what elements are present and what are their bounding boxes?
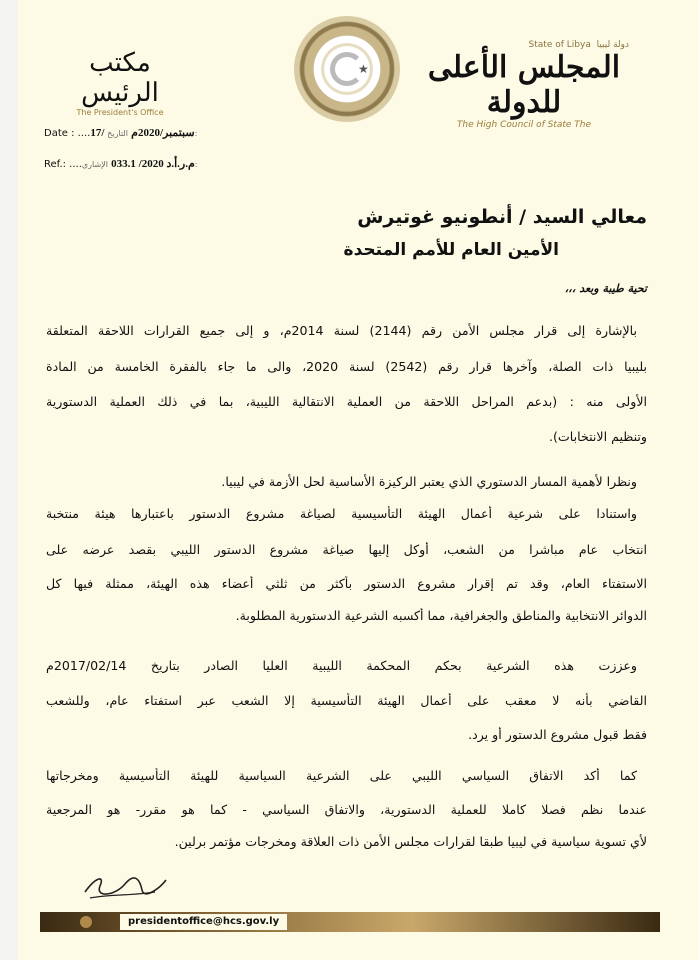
ref-line: Ref.: .... م.ر.أ.د 2020/ 033.1 الإشاري: [44, 158, 198, 170]
council-name-en: The High Council of State The [456, 120, 592, 130]
state-ar: دولة ليبيا [596, 40, 629, 50]
body-line: بالإشارة إلى قرار مجلس الأمن رقم (2144) لسنة 2014م، و إلى جميع القرارات اللاحقة المتعلقة [46, 323, 637, 338]
addressee: معالي السيد / أنطونيو غوتيرش [357, 206, 647, 228]
greeting: تحية طيبة وبعد ،،، [564, 282, 647, 295]
body-line: لأي تسوية سياسية في ليبيا طبقا لقرارات مجلس الأمن ذات العلاقة ومخرجات مؤتمر برلين. [174, 834, 647, 849]
page-edge [0, 0, 18, 960]
body-line: بليبيا ذات الصلة، وآخرها قرار رقم (2542) لسنة 2020، والى ما جاء بالفقرة الخامسة من المادة [46, 359, 647, 374]
addressee-title: الأمين العام للأمم المتحدة [343, 240, 559, 260]
ref-value: م.ر.أ.د 2020/ 033.1 [111, 158, 195, 170]
office-name-en: The President's Office [76, 108, 164, 117]
council-name-ar: المجلس الأعلى للدولة [427, 50, 621, 120]
body-line: وتنظيم الانتخابات). [549, 429, 647, 444]
body-line: وعززت هذه الشرعية بحكم المحكمة الليبية العليا الصادر بتاريخ 2017/02/14م [46, 658, 637, 673]
state-seal [294, 16, 400, 122]
council-logo [419, 40, 629, 130]
body-line: عندما نظم فصلا كاملا للعملية الدستورية، والاتفاق السياسي - كما هو مقرر- هو المرجعية [46, 802, 647, 817]
body-line: الأولى منه : (بدعم المراحل اللاحقة من العملية الانتقالية الليبية، بما في ذلك العملية الدستورية [46, 394, 647, 409]
body-line: انتخاب عام مباشرا من الشعب، أوكل إليها صياغة مشروع الدستور الليبي بقصد عرضه على [46, 542, 647, 557]
footer-email: presidentoffice@hcs.gov.ly [120, 914, 287, 930]
body-line: الاستفتاء العام، وقد تم إقرار مشروع الدستور بأكثر من ثلثي أعضاء هذه الهيئة، ممثلة فيها كل [46, 576, 647, 591]
signature [80, 870, 170, 902]
office-name-ar: مكتب الرئيس [81, 48, 159, 108]
body-line: واستنادا على شرعية أعمال الهيئة التأسيسية لصياغة مشروع الدستور باعتبارها هيئة منتخبة [46, 506, 637, 521]
body-line: ونظرا لأهمية المسار الدستوري الذي يعتبر الركيزة الأساسية لحل الأزمة في ليبيا. [221, 474, 637, 489]
body-line: الدوائر الانتخابية والمناطق والجغرافية، مما أكسبه الشرعية الدستورية المطلوبة. [235, 608, 647, 623]
footer-ornament-icon [80, 916, 92, 928]
office-logo [60, 48, 180, 117]
body-line: كما أكد الاتفاق السياسي الليبي على الشرعية السياسية للهيئة التأسيسية ومخرجاتها [46, 768, 637, 783]
date-line: Date : ....17/ سبتمبر/2020م التاريخ: [44, 127, 198, 139]
body-line: القاضي بأنه لا معقب على أعمال الهيئة التأسيسية إلا الشعب عبر استفتاء عام، وللشعب [46, 693, 647, 708]
state-en: State of Libya [528, 40, 591, 50]
date-value: 17/ سبتمبر/2020م [90, 127, 195, 139]
body-line: فقط قبول مشروع الدستور أو يرد. [468, 727, 647, 742]
footer-bar [40, 912, 660, 932]
star-icon: ★ [358, 62, 369, 76]
